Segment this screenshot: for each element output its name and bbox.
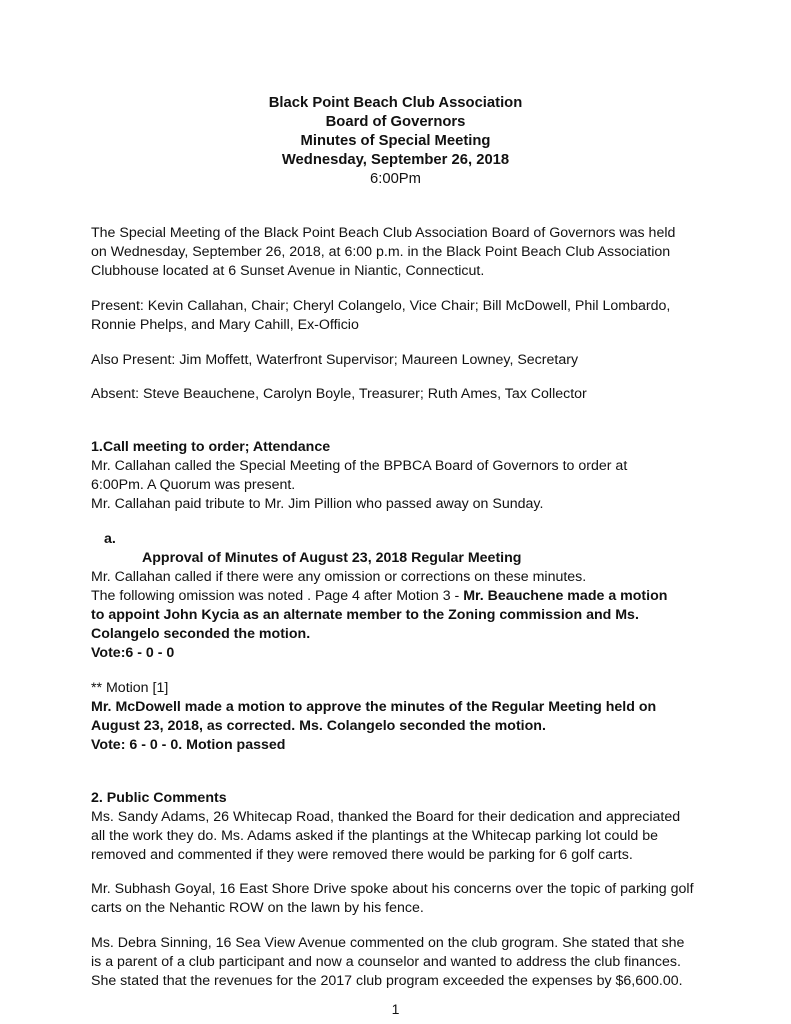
- section1-line: Mr. Callahan called the Special Meeting of the BPBCA Board of Governors to order at: [91, 458, 628, 474]
- subsection-line: Mr. Callahan called if there were any omission or corrections on these minutes.: [91, 569, 587, 585]
- omission-bold-line: to appoint John Kycia as an alternate member to the Zoning commission and Ms.: [91, 607, 639, 623]
- comment-line: removed and commented if they were removed there would be parking for 6 golf carts.: [91, 847, 633, 863]
- present-line: Ronnie Phelps, and Mary Cahill, Ex-Officio: [91, 317, 359, 333]
- omission-line: [91, 587, 667, 605]
- omission-bold-line: Colangelo seconded the motion.: [91, 626, 311, 642]
- org-name: Black Point Beach Club Association: [268, 95, 523, 111]
- intro-line: on Wednesday, September 26, 2018, at 6:00 p.m. in the Black Point Beach Club Association: [91, 244, 671, 260]
- comment-line: is a parent of a club participant and now a counselor and wanted to address the club finances.: [91, 954, 681, 970]
- intro-line: Clubhouse located at 6 Sunset Avenue in Niantic, Connecticut.: [91, 263, 485, 279]
- section1-heading: 1.Call meeting to order; Attendance: [91, 439, 331, 455]
- present-line: Present: Kevin Callahan, Chair; Cheryl Colangelo, Vice Chair; Bill McDowell, Phil Lombardo,: [91, 298, 671, 314]
- omission-text: The following omission was noted . Page 4 after Motion 3 -: [91, 588, 464, 604]
- omission-bold-text: Mr. Beauchene made a motion: [463, 588, 668, 604]
- section2-heading: 2. Public Comments: [91, 790, 227, 806]
- comment-line: She stated that the revenues for the 2017 club program exceeded the expenses by $6,600.00.: [91, 973, 683, 989]
- document-title: Minutes of Special Meeting: [300, 133, 491, 149]
- motion-label: ** Motion [1]: [91, 680, 169, 696]
- omission-vote: Vote:6 - 0 - 0: [91, 645, 175, 661]
- also-present-line: Also Present: Jim Moffett, Waterfront Supervisor; Maureen Lowney, Secretary: [91, 352, 579, 368]
- board-name: Board of Governors: [325, 114, 466, 130]
- comment-line: Mr. Subhash Goyal, 16 East Shore Drive spoke about his concerns over the topic of parking golf: [91, 881, 694, 897]
- motion-vote: Vote: 6 - 0 - 0. Motion passed: [91, 737, 286, 753]
- section1-line: 6:00Pm. A Quorum was present.: [91, 477, 296, 493]
- comment-line: Ms. Debra Sinning, 16 Sea View Avenue commented on the club grogram. She stated that she: [91, 935, 685, 951]
- subsection-heading: Approval of Minutes of August 23, 2018 Regular Meeting: [142, 550, 522, 566]
- page-number: 1: [391, 1001, 400, 1017]
- section1-line: Mr. Callahan paid tribute to Mr. Jim Pillion who passed away on Sunday.: [91, 496, 544, 512]
- comment-line: Ms. Sandy Adams, 26 Whitecap Road, thanked the Board for their dedication and appreciated: [91, 809, 681, 825]
- motion-line: August 23, 2018, as corrected. Ms. Colangelo seconded the motion.: [91, 718, 546, 734]
- comment-line: all the work they do. Ms. Adams asked if the plantings at the Whitecap parking lot could be: [91, 828, 659, 844]
- motion-line: Mr. McDowell made a motion to approve the minutes of the Regular Meeting held on: [91, 699, 657, 715]
- meeting-date: Wednesday, September 26, 2018: [281, 152, 510, 168]
- subsection-label: a.: [104, 531, 116, 547]
- comment-line: carts on the Nehantic ROW on the lawn by his fence.: [91, 900, 424, 916]
- intro-line: The Special Meeting of the Black Point Beach Club Association Board of Governors was held: [91, 225, 676, 241]
- meeting-time: 6:00Pm: [370, 171, 421, 187]
- absent-line: Absent: Steve Beauchene, Carolyn Boyle, Treasurer; Ruth Ames, Tax Collector: [91, 386, 587, 402]
